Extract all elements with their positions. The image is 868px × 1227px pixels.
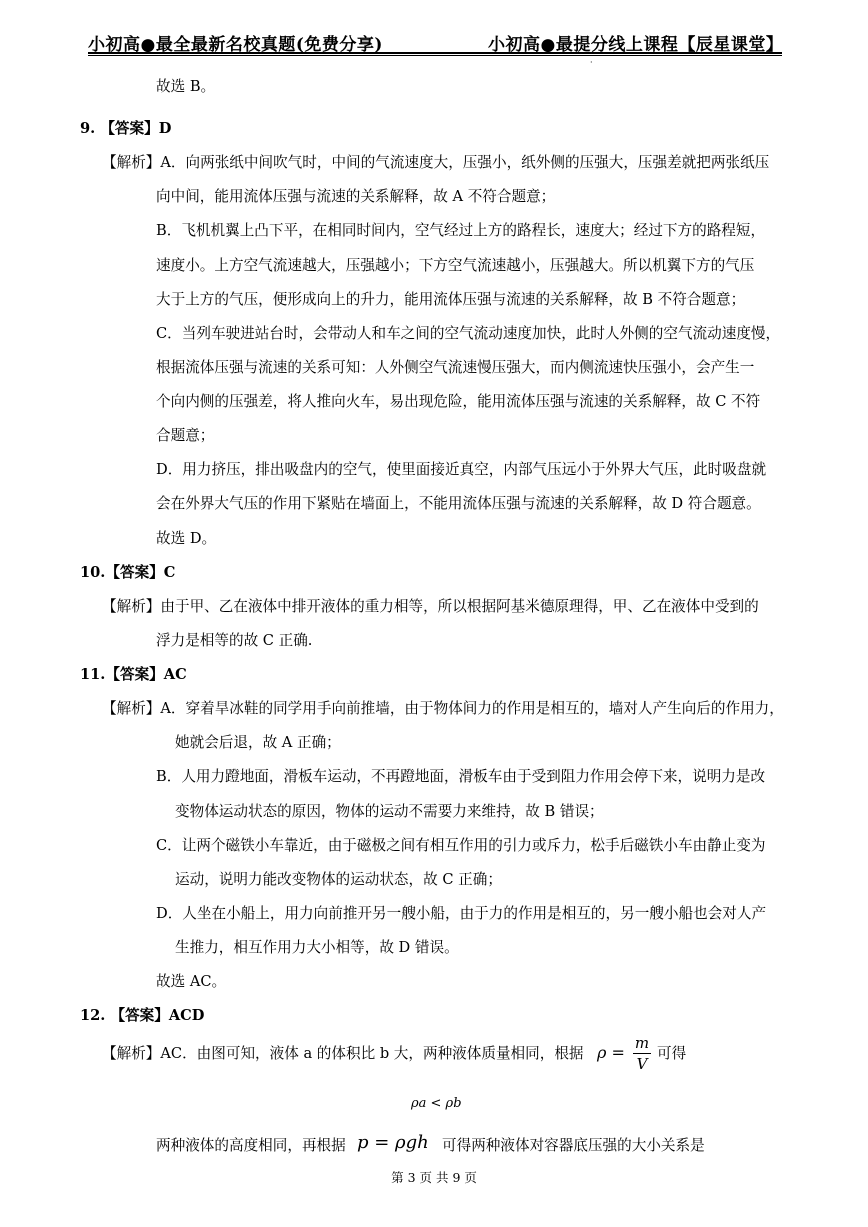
header-rule [88, 52, 782, 54]
answer-heading-9: 9. 【答案】D [80, 120, 172, 137]
text-line: 合题意； [156, 427, 215, 444]
text-line: 故选 AC。 [156, 973, 227, 990]
fraction-bar [633, 1053, 651, 1054]
density-fraction [633, 1034, 651, 1073]
text-line: B．飞机机翼上凸下平，在相同时间内，空气经过上方的路程长，速度大；经过下方的路程短， [156, 222, 766, 239]
text-line: 故选 D。 [156, 530, 217, 547]
text-line: 【解析】A．穿着旱冰鞋的同学用手向前推墙，由于物体间力的作用是相互的，墙对人产生向后的作用力， [102, 700, 784, 717]
text-line: 可得 [657, 1045, 687, 1062]
text-line: D．人坐在小船上，用力向前推开另一艘小船，由于力的作用是相互的，另一艘小船也会对人产 [156, 905, 767, 922]
text-line: 【解析】A．向两张纸中间吹气时，中间的气流速度大，压强小，纸外侧的压强大，压强差就把两张纸压 [102, 154, 770, 171]
pressure-formula: p = ρgh [357, 1132, 429, 1153]
answer-heading-10: 10.【答案】C [80, 564, 176, 581]
text-line: 大于上方的气压，便形成向上的升力，能用流体压强与流速的关系解释，故 B 不符合题意； [156, 291, 746, 308]
density-formula-lhs: ρ = [597, 1043, 625, 1062]
answer-heading-12: 12. 【答案】ACD [80, 1007, 205, 1024]
answer-heading-11: 11.【答案】AC [80, 666, 187, 683]
header-right-text: 小初高●最提分线上课程【辰星课堂】 [488, 35, 784, 55]
text-line: B．人用力蹬地面，滑板车运动，不再蹬地面，滑板车由于受到阻力作用会停下来，说明力是改 [156, 768, 766, 785]
density-numerator: m [634, 1034, 650, 1052]
text-line: 可得两种液体对容器底压强的大小关系是 [442, 1137, 705, 1154]
text-line: 个向内侧的压强差，将人推向火车，易出现危险，能用流体压强与流速的关系解释，故 C 不符 [156, 393, 761, 410]
text-line: 浮力是相等的故 C 正确. [156, 632, 313, 649]
text-line: 两种液体的高度相同，再根据 [156, 1137, 346, 1154]
text-line: 根据流体压强与流速的关系可知：人外侧空气流速慢压强大，而内侧流速快压强小，会产生一 [156, 359, 755, 376]
text-line: 生推力，相互作用力大小相等，故 D 错误。 [175, 939, 459, 956]
density-comparison: ρa < ρb [411, 1096, 462, 1111]
text-line: 【解析】AC．由图可知，液体 a 的体积比 b 大，两种液体质量相同，根据 [102, 1045, 584, 1062]
text-line: 变物体运动状态的原因，物体的运动不需要力来维持，故 B 错误； [175, 803, 604, 820]
header-rule-thin [88, 55, 782, 56]
header-left-text: 小初高●最全最新名校真题(免费分享) [88, 35, 383, 55]
text-line: 运动，说明力能改变物体的运动状态，故 C 正确； [175, 871, 502, 888]
text-line: C．当列车驶进站台时，会带动人和车之间的空气流动速度加快，此时人外侧的空气流动速度慢， [156, 325, 781, 342]
text-line: D．用力挤压，排出吸盘内的空气，使里面接近真空，内部气压远小于外界大气压，此时吸盘就 [156, 461, 767, 478]
text-line: C．让两个磁铁小车靠近，由于磁极之间有相互作用的引力或斥力，松手后磁铁小车由静止变为 [156, 837, 766, 854]
text-line: 速度小。上方空气流速越大，压强越小；下方空气流速越小，压强越大。所以机翼下方的气压 [156, 257, 755, 274]
text-line: 她就会后退，故 A 正确； [175, 734, 341, 751]
text-line: 故选 B。 [156, 78, 216, 95]
text-line: 向中间，能用流体压强与流速的关系解释，故 A 不符合题意； [156, 188, 556, 205]
text-line: 【解析】由于甲、乙在液体中排开液体的重力相等，所以根据阿基米德原理得，甲、乙在液体中受到的 [102, 598, 759, 615]
text-line: 会在外界大气压的作用下紧贴在墙面上，不能用流体压强与流速的关系解释，故 D 符合题意。 [156, 495, 761, 512]
density-denominator: V [636, 1055, 648, 1073]
header-dot: · [590, 58, 593, 67]
page-footer: 第 3 页 共 9 页 [391, 1170, 477, 1185]
